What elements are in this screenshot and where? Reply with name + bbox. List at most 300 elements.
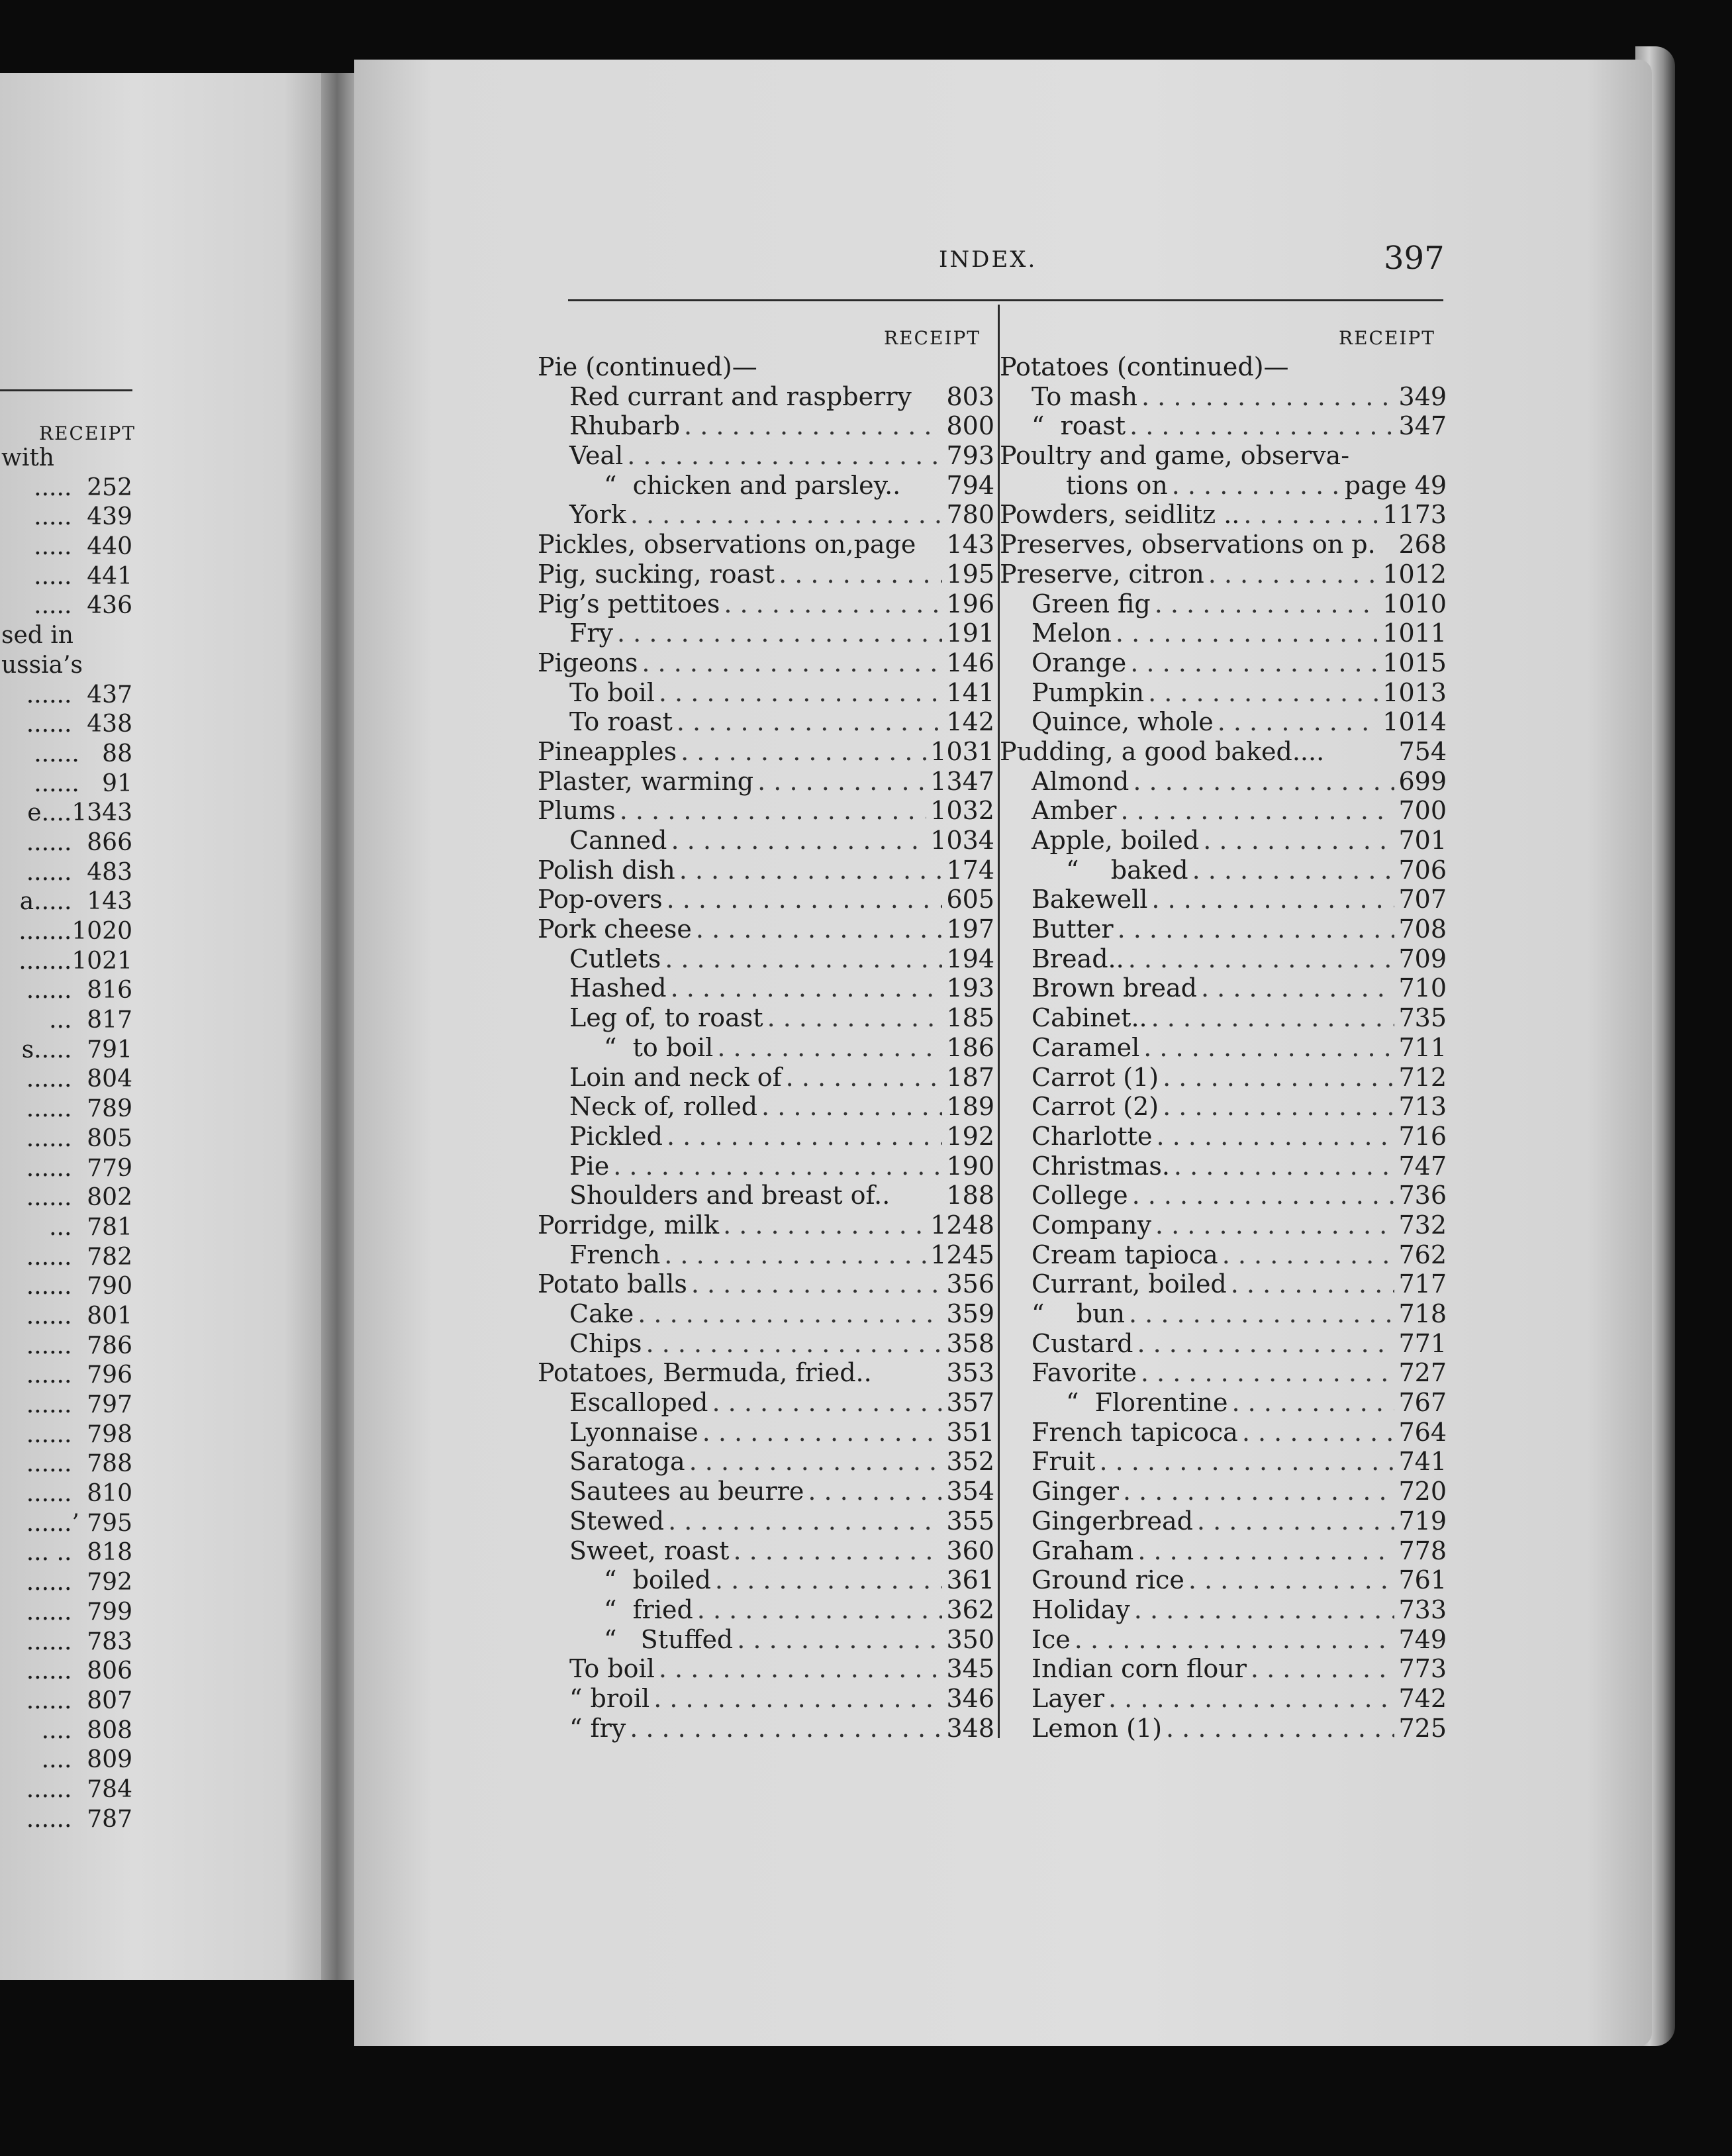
dot-leader bbox=[613, 1152, 942, 1181]
index-entry-label: Pig, sucking, roast bbox=[538, 559, 775, 589]
index-entry bbox=[538, 441, 994, 471]
dot-leader bbox=[1137, 1329, 1394, 1359]
left-page-line: ..... 252 bbox=[34, 473, 132, 501]
index-entry-label: Melon bbox=[1032, 618, 1112, 648]
index-entry bbox=[1000, 352, 1447, 382]
receipt-number: 191 bbox=[946, 618, 994, 648]
receipt-number: 354 bbox=[946, 1477, 994, 1506]
left-page-line: a..... 143 bbox=[19, 888, 132, 916]
dot-leader bbox=[620, 796, 927, 826]
index-entry-label: Ginger bbox=[1032, 1477, 1119, 1506]
index-entry-label: “ to boil bbox=[604, 1032, 714, 1062]
dot-leader bbox=[696, 914, 943, 944]
index-entry bbox=[1000, 1063, 1447, 1093]
dot-leader bbox=[1197, 1506, 1395, 1536]
index-entry bbox=[1000, 589, 1447, 619]
left-page-line: ...... 802 bbox=[26, 1184, 132, 1212]
index-entry-label: Potatoes, Bermuda, fried.. bbox=[538, 1358, 872, 1388]
receipt-number: 189 bbox=[946, 1092, 994, 1122]
receipt-number: 185 bbox=[946, 1003, 994, 1033]
dot-leader bbox=[653, 1684, 942, 1714]
dot-leader bbox=[1166, 1714, 1394, 1743]
receipt-number: 146 bbox=[946, 648, 994, 677]
left-page-line: ...... 798 bbox=[26, 1420, 132, 1448]
left-page-line: ...... 438 bbox=[26, 710, 132, 738]
dot-leader bbox=[668, 1506, 942, 1536]
dot-leader bbox=[757, 767, 926, 797]
dot-leader bbox=[1134, 1595, 1395, 1625]
index-entry-label: “ boiled bbox=[604, 1565, 711, 1595]
index-entry bbox=[538, 944, 994, 974]
receipt-number: 717 bbox=[1398, 1269, 1447, 1299]
left-page-line: ......’ 795 bbox=[26, 1509, 132, 1537]
receipt-number: 742 bbox=[1398, 1683, 1447, 1713]
receipt-number: 195 bbox=[946, 559, 994, 589]
index-entry-label: French bbox=[569, 1240, 661, 1269]
index-entry-label: Pigeons bbox=[538, 648, 638, 677]
receipt-number: 749 bbox=[1398, 1624, 1447, 1654]
index-entry-label: Butter bbox=[1032, 914, 1114, 944]
dot-leader bbox=[677, 707, 943, 737]
index-entry-label: Apple, boiled bbox=[1032, 826, 1200, 855]
dot-leader bbox=[717, 1033, 942, 1063]
receipt-number: 355 bbox=[946, 1506, 994, 1536]
index-entry bbox=[538, 1595, 994, 1625]
left-page-line: ...... 783 bbox=[26, 1628, 132, 1655]
index-entry-label: French tapicoca bbox=[1032, 1417, 1238, 1447]
dot-leader bbox=[665, 944, 942, 974]
receipt-number: 353 bbox=[946, 1358, 994, 1388]
index-entry bbox=[538, 1122, 994, 1152]
dot-leader bbox=[1108, 1684, 1394, 1714]
index-entry bbox=[538, 1536, 994, 1566]
dot-leader bbox=[667, 1122, 942, 1152]
index-entry-label: Preserves, observations on p. bbox=[1000, 530, 1376, 560]
receipt-number: 187 bbox=[946, 1062, 994, 1092]
dot-leader bbox=[724, 589, 942, 619]
index-entry-label: Cream tapioca bbox=[1032, 1240, 1218, 1269]
receipt-number: 361 bbox=[946, 1565, 994, 1595]
index-entry bbox=[538, 914, 994, 944]
index-entry-label: Rhubarb bbox=[569, 411, 681, 441]
receipt-number: 1014 bbox=[1382, 707, 1447, 737]
receipt-number: 699 bbox=[1398, 766, 1447, 796]
index-entry-label: “ fried bbox=[604, 1594, 693, 1624]
index-entry bbox=[1000, 1033, 1447, 1063]
receipt-number: 362 bbox=[946, 1594, 994, 1624]
receipt-number: 349 bbox=[1398, 381, 1447, 411]
index-entry-label: Quince, whole bbox=[1032, 707, 1214, 737]
right-column-header: RECEIPT bbox=[1339, 327, 1435, 349]
receipt-number: 141 bbox=[946, 677, 994, 707]
index-entry-label: Pickles, observations on,page bbox=[538, 530, 916, 560]
index-entry bbox=[1000, 973, 1447, 1003]
index-entry-label: Green fig bbox=[1032, 589, 1151, 618]
receipt-number: 800 bbox=[946, 411, 994, 441]
index-entry-label: Almond bbox=[1032, 766, 1130, 796]
index-entry-label: Pudding, a good baked.... bbox=[1000, 736, 1325, 766]
receipt-number: 345 bbox=[946, 1654, 994, 1684]
index-entry bbox=[538, 885, 994, 914]
index-entry-label: Stewed bbox=[569, 1506, 665, 1536]
receipt-number: 351 bbox=[946, 1417, 994, 1447]
receipt-number: 761 bbox=[1398, 1565, 1447, 1595]
left-page-line: .... 808 bbox=[41, 1716, 132, 1744]
left-page-rule bbox=[0, 389, 132, 391]
index-entry bbox=[538, 856, 994, 885]
dot-leader bbox=[667, 885, 943, 914]
index-entry bbox=[1000, 648, 1447, 678]
index-entry-label: Poultry and game, observa- bbox=[1000, 441, 1350, 471]
index-entry-label: Neck of, rolled bbox=[569, 1092, 758, 1122]
index-entry-label: Pineapples bbox=[538, 736, 677, 766]
index-entry bbox=[538, 1565, 994, 1595]
receipt-number: 605 bbox=[946, 885, 994, 914]
left-page-line: .... 809 bbox=[41, 1746, 132, 1774]
left-page-line: ...... 816 bbox=[26, 977, 132, 1004]
dot-leader bbox=[659, 1654, 943, 1684]
index-entry bbox=[1000, 1684, 1447, 1714]
index-entry-label: Potatoes (continued)— bbox=[1000, 352, 1289, 381]
receipt-number: 350 bbox=[946, 1624, 994, 1654]
receipt-number: page 49 bbox=[1344, 470, 1447, 500]
index-entry-label: Caramel bbox=[1032, 1032, 1140, 1062]
receipt-number: 793 bbox=[946, 441, 994, 471]
left-page-line: ... 781 bbox=[49, 1213, 132, 1241]
index-entry-label: Lemon (1) bbox=[1032, 1713, 1163, 1743]
index-entry bbox=[1000, 1654, 1447, 1684]
dot-leader bbox=[638, 1299, 942, 1329]
index-entry bbox=[1000, 1418, 1447, 1447]
dot-leader bbox=[1155, 589, 1379, 619]
left-page-line: ...... 784 bbox=[26, 1775, 132, 1803]
receipt-number: 193 bbox=[946, 973, 994, 1003]
index-entry-label: Bread.. bbox=[1032, 944, 1124, 973]
receipt-number: 778 bbox=[1398, 1536, 1447, 1565]
index-entry bbox=[538, 500, 994, 530]
receipt-number: 713 bbox=[1398, 1092, 1447, 1122]
dot-leader bbox=[1099, 1447, 1394, 1477]
left-page-line: ..... 439 bbox=[34, 503, 132, 531]
index-entry bbox=[538, 1625, 994, 1655]
left-page-line: ...... 799 bbox=[26, 1598, 132, 1626]
index-entry bbox=[1000, 914, 1447, 944]
receipt-number: 719 bbox=[1398, 1506, 1447, 1536]
index-entry-label: Charlotte bbox=[1032, 1121, 1153, 1151]
left-page-line: .......1021 bbox=[19, 947, 132, 975]
left-column-header: RECEIPT bbox=[884, 327, 981, 349]
receipt-number: 347 bbox=[1398, 411, 1447, 441]
index-entry bbox=[538, 973, 994, 1003]
index-entry bbox=[1000, 1565, 1447, 1595]
index-entry-label: “ baked bbox=[1066, 855, 1188, 885]
left-page-line: ...... 804 bbox=[26, 1065, 132, 1093]
index-entry bbox=[538, 648, 994, 678]
dot-leader bbox=[1116, 618, 1378, 648]
index-entry bbox=[1000, 678, 1447, 708]
index-entry-label: Red currant and raspberry bbox=[569, 381, 912, 411]
index-entry bbox=[538, 1684, 994, 1714]
left-page-line: ...... 806 bbox=[26, 1657, 132, 1685]
left-page-line: ..... 440 bbox=[34, 533, 132, 561]
dot-leader bbox=[733, 1536, 942, 1566]
index-entry bbox=[538, 1092, 994, 1122]
receipt-number: 762 bbox=[1398, 1240, 1447, 1269]
receipt-number: 1031 bbox=[930, 736, 994, 766]
index-entry-label: Pop-overs bbox=[538, 885, 663, 914]
receipt-number: 1034 bbox=[930, 826, 994, 855]
index-entry-label: “ broil bbox=[569, 1683, 650, 1713]
receipt-number: 1012 bbox=[1382, 559, 1447, 589]
running-title: INDEX. bbox=[939, 246, 1037, 273]
index-entry-label: Carrot (2) bbox=[1032, 1092, 1159, 1122]
index-entry bbox=[538, 1181, 994, 1210]
index-entry bbox=[538, 796, 994, 826]
receipt-number: 707 bbox=[1398, 885, 1447, 914]
receipt-number: 1245 bbox=[930, 1240, 994, 1269]
receipt-number: 143 bbox=[946, 530, 994, 560]
index-entry bbox=[1000, 1269, 1447, 1299]
receipt-number: 764 bbox=[1398, 1417, 1447, 1447]
receipt-number: 1015 bbox=[1382, 648, 1447, 677]
index-entry bbox=[538, 1152, 994, 1181]
dot-leader bbox=[1174, 1152, 1395, 1181]
index-entry bbox=[1000, 411, 1447, 441]
index-entry bbox=[538, 678, 994, 708]
dot-leader bbox=[786, 1063, 943, 1093]
left-page-line: ...... 483 bbox=[26, 858, 132, 886]
index-entry bbox=[1000, 471, 1447, 501]
dot-leader bbox=[737, 1625, 942, 1655]
receipt-number: 356 bbox=[946, 1269, 994, 1299]
index-entry-label: Plums bbox=[538, 796, 616, 826]
left-page-line: with bbox=[1, 444, 54, 471]
header-rule bbox=[568, 299, 1443, 301]
index-entry-label: To roast bbox=[569, 707, 673, 737]
left-page-line: ... 817 bbox=[49, 1006, 132, 1034]
dot-leader bbox=[684, 411, 942, 441]
index-entry-label: Carrot (1) bbox=[1032, 1062, 1159, 1092]
index-entry-label: Ice bbox=[1032, 1624, 1071, 1654]
dot-leader bbox=[1151, 1003, 1395, 1033]
left-page-line: sed in bbox=[1, 622, 73, 650]
index-entry-label: Leg of, to roast bbox=[569, 1003, 763, 1033]
dot-leader bbox=[1130, 648, 1378, 678]
receipt-number: 194 bbox=[946, 944, 994, 973]
dot-leader bbox=[1148, 678, 1378, 708]
receipt-number: 190 bbox=[946, 1151, 994, 1181]
dot-leader bbox=[1156, 1122, 1394, 1152]
index-entry bbox=[1000, 1122, 1447, 1152]
left-page-line: ...... 866 bbox=[26, 828, 132, 856]
left-page-line: ...... 792 bbox=[26, 1569, 132, 1596]
dot-leader bbox=[617, 618, 942, 648]
receipt-number: 712 bbox=[1398, 1062, 1447, 1092]
dot-leader bbox=[1251, 1654, 1395, 1684]
index-entry-label: Company bbox=[1032, 1210, 1151, 1240]
index-entry bbox=[1000, 1358, 1447, 1388]
index-entry-label: To boil bbox=[569, 1654, 655, 1684]
receipt-number: 186 bbox=[946, 1032, 994, 1062]
dot-leader bbox=[1188, 1565, 1395, 1595]
index-entry bbox=[538, 1063, 994, 1093]
dot-leader bbox=[681, 737, 926, 767]
dot-leader bbox=[1243, 500, 1378, 530]
dot-leader bbox=[1231, 1269, 1395, 1299]
index-entry bbox=[1000, 856, 1447, 885]
index-entry-label: Graham bbox=[1032, 1536, 1134, 1565]
index-entry-label: Potato balls bbox=[538, 1269, 687, 1299]
index-entry-label: Preserve, citron bbox=[1000, 559, 1204, 589]
index-entry bbox=[538, 737, 994, 767]
dot-leader bbox=[1128, 944, 1395, 974]
index-entry-label: Favorite bbox=[1032, 1358, 1137, 1388]
dot-leader bbox=[1232, 1388, 1395, 1418]
receipt-number: 346 bbox=[946, 1683, 994, 1713]
left-page-line: ...... 782 bbox=[26, 1243, 132, 1271]
receipt-number: 1032 bbox=[930, 796, 994, 826]
receipt-number: 359 bbox=[946, 1299, 994, 1328]
index-entry-label: Hashed bbox=[569, 973, 667, 1003]
index-entry bbox=[1000, 737, 1447, 767]
dot-leader bbox=[1130, 411, 1394, 441]
index-entry bbox=[538, 826, 994, 856]
index-entry bbox=[1000, 1447, 1447, 1477]
receipt-number: 741 bbox=[1398, 1447, 1447, 1477]
index-entry bbox=[1000, 1240, 1447, 1270]
index-entry-label: Indian corn flour bbox=[1032, 1654, 1247, 1684]
dot-leader bbox=[1242, 1418, 1395, 1447]
index-entry bbox=[1000, 1299, 1447, 1329]
dot-leader bbox=[1218, 707, 1379, 737]
index-entry-label: Pie bbox=[569, 1151, 610, 1181]
index-entry-label: Pie (continued)— bbox=[538, 352, 757, 381]
dot-leader bbox=[697, 1595, 943, 1625]
receipt-number: 268 bbox=[1398, 530, 1447, 560]
index-entry bbox=[1000, 1329, 1447, 1359]
index-entry bbox=[1000, 560, 1447, 589]
index-entry bbox=[538, 1329, 994, 1359]
index-entry bbox=[1000, 1181, 1447, 1210]
index-entry bbox=[538, 1447, 994, 1477]
index-column-left bbox=[538, 352, 994, 1743]
receipt-number: 735 bbox=[1398, 1003, 1447, 1033]
receipt-number: 716 bbox=[1398, 1121, 1447, 1151]
left-page-line: ...... 807 bbox=[26, 1687, 132, 1714]
receipt-number: 736 bbox=[1398, 1181, 1447, 1210]
index-entry bbox=[538, 1003, 994, 1033]
index-entry bbox=[538, 1418, 994, 1447]
dot-leader bbox=[671, 826, 927, 856]
dot-leader bbox=[1133, 767, 1394, 797]
left-page-line: e....1343 bbox=[27, 799, 132, 827]
index-entry bbox=[538, 1388, 994, 1418]
dot-leader bbox=[767, 1003, 943, 1033]
index-entry bbox=[1000, 618, 1447, 648]
dot-leader bbox=[642, 648, 942, 678]
index-entry-label: “ chicken and parsley.. bbox=[604, 470, 901, 500]
index-entry-label: Layer bbox=[1032, 1683, 1105, 1713]
index-entry-label: Currant, boiled bbox=[1032, 1269, 1227, 1299]
left-page-line: ...... 88 bbox=[34, 740, 132, 767]
left-page-line: ...... 801 bbox=[26, 1302, 132, 1330]
dot-leader bbox=[1123, 1477, 1395, 1506]
dot-leader bbox=[1208, 560, 1379, 589]
dot-leader bbox=[761, 1092, 942, 1122]
left-page-line: ..... 441 bbox=[34, 562, 132, 590]
index-entry bbox=[538, 1033, 994, 1063]
receipt-number: 767 bbox=[1398, 1388, 1447, 1418]
index-entry-label: Amber bbox=[1032, 796, 1117, 826]
receipt-number: 780 bbox=[946, 500, 994, 530]
page-number: 397 bbox=[1384, 240, 1445, 277]
dot-leader bbox=[808, 1477, 942, 1506]
index-entry bbox=[538, 560, 994, 589]
index-entry bbox=[538, 589, 994, 619]
dot-leader bbox=[1163, 1092, 1394, 1122]
index-entry bbox=[538, 411, 994, 441]
index-entry-label: “ roast bbox=[1032, 411, 1126, 441]
index-entry bbox=[1000, 767, 1447, 797]
index-entry-label: Pumpkin bbox=[1032, 677, 1145, 707]
index-entry-label: “ Stuffed bbox=[604, 1624, 734, 1654]
index-entry bbox=[1000, 1714, 1447, 1743]
dot-leader bbox=[1155, 1210, 1395, 1240]
receipt-number: 725 bbox=[1398, 1713, 1447, 1743]
receipt-number: 197 bbox=[946, 914, 994, 944]
index-entry-label: Brown bread bbox=[1032, 973, 1198, 1003]
index-entry-label: Canned bbox=[569, 826, 667, 855]
index-entry bbox=[1000, 530, 1447, 560]
index-entry bbox=[1000, 1388, 1447, 1418]
receipt-number: 357 bbox=[946, 1388, 994, 1418]
index-entry-label: Shoulders and breast of.. bbox=[569, 1181, 890, 1210]
index-entry bbox=[538, 1299, 994, 1329]
left-page-index-fragment bbox=[0, 444, 132, 1834]
receipt-number: 709 bbox=[1398, 944, 1447, 973]
dot-leader bbox=[723, 1210, 926, 1240]
dot-leader bbox=[1172, 471, 1341, 501]
index-entry-label: Cutlets bbox=[569, 944, 661, 973]
index-entry bbox=[1000, 707, 1447, 737]
left-page-line: ...... 787 bbox=[26, 1805, 132, 1833]
receipt-number: 720 bbox=[1398, 1477, 1447, 1506]
receipt-number: 711 bbox=[1398, 1032, 1447, 1062]
receipt-number: 1248 bbox=[930, 1210, 994, 1240]
index-entry-label: Fruit bbox=[1032, 1447, 1096, 1477]
index-entry bbox=[1000, 500, 1447, 530]
index-entry bbox=[538, 707, 994, 737]
receipt-number: 1013 bbox=[1382, 677, 1447, 707]
index-entry bbox=[538, 767, 994, 797]
receipt-number: 360 bbox=[946, 1536, 994, 1565]
receipt-number: 747 bbox=[1398, 1151, 1447, 1181]
index-entry bbox=[538, 1654, 994, 1684]
index-entry bbox=[1000, 1152, 1447, 1181]
left-page-line: ...... 786 bbox=[26, 1332, 132, 1359]
left-page-line: ...... 796 bbox=[26, 1361, 132, 1389]
index-entry bbox=[1000, 1092, 1447, 1122]
receipt-number: 803 bbox=[946, 381, 994, 411]
dot-leader bbox=[1129, 1299, 1394, 1329]
index-entry-label: Saratoga bbox=[569, 1447, 685, 1477]
index-entry-label: Sweet, roast bbox=[569, 1536, 730, 1565]
index-entry bbox=[538, 1477, 994, 1506]
receipt-number: 708 bbox=[1398, 914, 1447, 944]
dot-leader bbox=[1143, 1033, 1394, 1063]
index-entry-label: Gingerbread bbox=[1032, 1506, 1193, 1536]
index-entry bbox=[538, 1240, 994, 1270]
